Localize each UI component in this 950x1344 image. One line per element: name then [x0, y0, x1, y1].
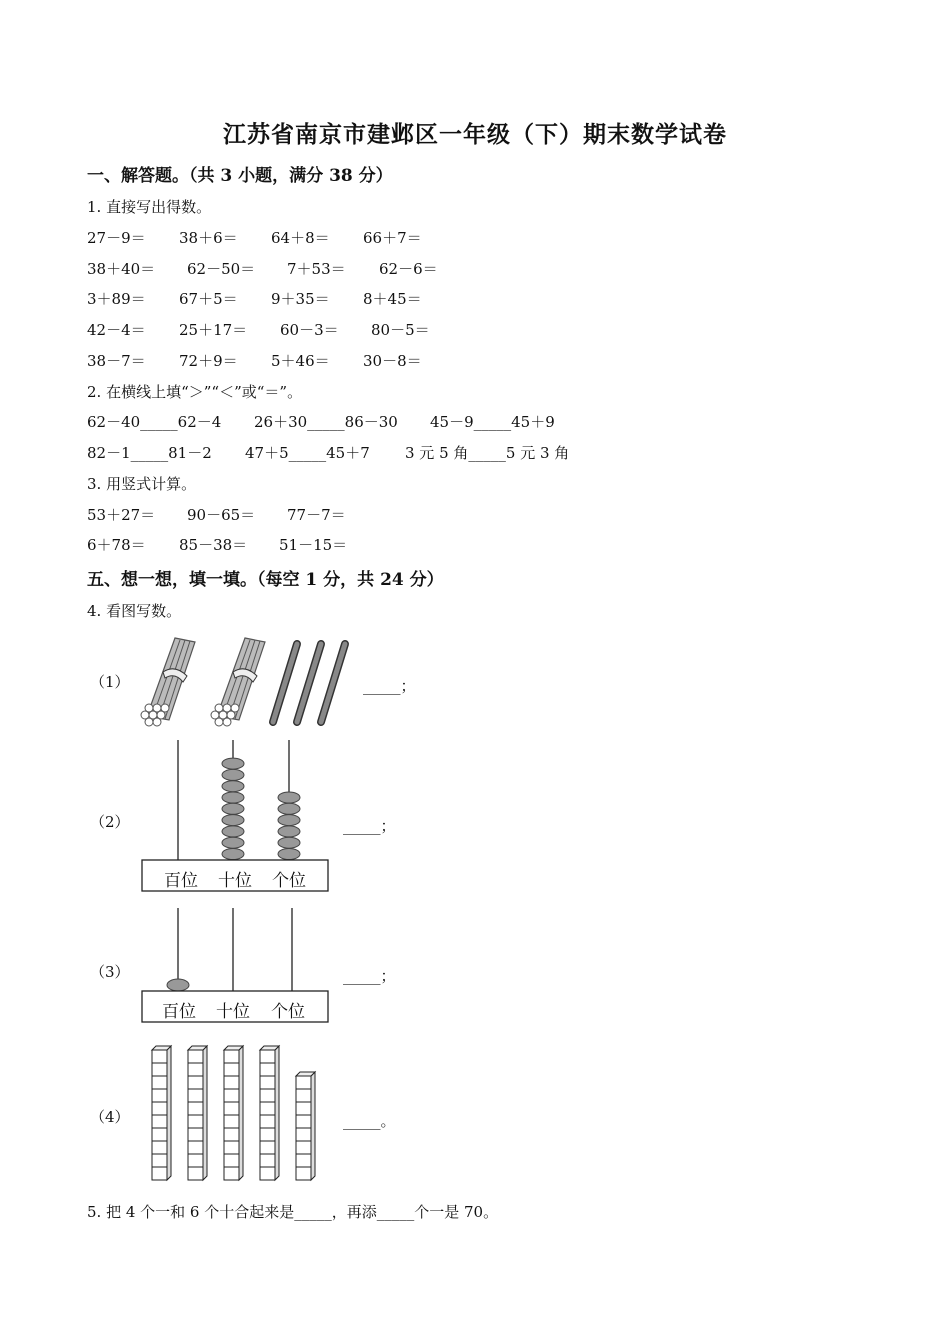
- unit-cube: [296, 1115, 311, 1128]
- tens-bead: [222, 826, 244, 837]
- arithmetic-item: 30－8＝: [363, 352, 422, 370]
- arithmetic-item: 80－5＝: [371, 321, 430, 339]
- vertical-calc-item: 77－7＝: [287, 506, 346, 524]
- unit-cube: [296, 1089, 311, 1102]
- arithmetic-item: 8＋45＝: [363, 290, 422, 308]
- tens-bead: [222, 849, 244, 860]
- cube-column-top: [188, 1046, 207, 1050]
- comparison-item: 3 元 5 角_____5 元 3 角: [405, 444, 570, 462]
- arithmetic-item: 62－6＝: [379, 260, 438, 278]
- arithmetic-item: 64＋8＝: [271, 229, 330, 247]
- arithmetic-item: 38＋40＝: [87, 260, 156, 278]
- stick-bundle-icon: [141, 638, 195, 726]
- ones-bead: [278, 815, 300, 826]
- unit-cube: [260, 1141, 275, 1154]
- unit-cube: [260, 1154, 275, 1167]
- unit-cube: [296, 1141, 311, 1154]
- unit-cube: [188, 1167, 203, 1180]
- tens-beads: [222, 758, 244, 859]
- tens-bead: [222, 769, 244, 780]
- comparison-item: 62－40_____62－4: [87, 413, 222, 431]
- arithmetic-item: 9＋35＝: [271, 290, 330, 308]
- ones-bead: [278, 826, 300, 837]
- unit-cube: [296, 1102, 311, 1115]
- unit-cube: [188, 1154, 203, 1167]
- arithmetic-item: 60－3＝: [280, 321, 339, 339]
- tens-place-label: 十位: [218, 871, 252, 891]
- unit-cube: [152, 1167, 167, 1180]
- arithmetic-item: 27－9＝: [87, 229, 146, 247]
- tens-bead: [222, 792, 244, 803]
- question-2-row: [87, 442, 887, 462]
- unit-cube: [152, 1102, 167, 1115]
- arithmetic-item: 42－4＝: [87, 321, 146, 339]
- unit-cube: [260, 1167, 275, 1180]
- unit-cube: [224, 1128, 239, 1141]
- hundreds-bead: [167, 979, 189, 991]
- unit-cube: [188, 1050, 203, 1063]
- arithmetic-item: 66＋7＝: [363, 229, 422, 247]
- answer-blank-4[interactable]: _____。: [343, 1112, 396, 1130]
- unit-cube: [224, 1063, 239, 1076]
- tens-bead: [222, 781, 244, 792]
- cube-column: [152, 1046, 171, 1180]
- question-1-row: [87, 350, 887, 370]
- unit-cube: [152, 1128, 167, 1141]
- ones-place-label: 个位: [272, 871, 306, 891]
- vertical-calc-item: 90－65＝: [187, 506, 256, 524]
- item-3-label: （3）: [90, 963, 130, 981]
- arithmetic-item: 25＋17＝: [179, 321, 248, 339]
- tens-bead: [222, 837, 244, 848]
- unit-cube: [224, 1115, 239, 1128]
- comparison-item: 82－1_____81－2: [87, 444, 212, 462]
- unit-cube: [152, 1050, 167, 1063]
- tens-bead: [222, 815, 244, 826]
- single-stick-icon: [273, 644, 297, 722]
- unit-cube: [296, 1167, 311, 1180]
- arithmetic-item: 5＋46＝: [271, 352, 330, 370]
- hundreds-place-label: 百位: [162, 1002, 196, 1022]
- arithmetic-item: 7＋53＝: [287, 260, 346, 278]
- question-2-stem: 2. 在横线上填“＞”“＜”或“＝”。: [87, 383, 303, 401]
- comparison-item: 47＋5_____45＋7: [245, 444, 370, 462]
- cube-column: [224, 1046, 243, 1180]
- unit-cube: [260, 1089, 275, 1102]
- vertical-calc-item: 6＋78＝: [87, 536, 146, 554]
- section-heading-5: 五、想一想，填一填。（每空 1 分，共 24 分）: [87, 570, 444, 590]
- unit-cube: [260, 1076, 275, 1089]
- tens-bead: [222, 803, 244, 814]
- unit-cube: [224, 1076, 239, 1089]
- hundreds-place-label: 百位: [164, 871, 198, 891]
- answer-blank-2[interactable]: _____；: [343, 817, 396, 835]
- single-stick-icon: [321, 644, 345, 722]
- question-3-stem: 3. 用竖式计算。: [87, 475, 197, 493]
- item-4-label: （4）: [90, 1108, 130, 1126]
- cube-column-top: [224, 1046, 243, 1050]
- cube-column-side: [275, 1046, 279, 1180]
- cube-column: [188, 1046, 207, 1180]
- unit-cube: [152, 1076, 167, 1089]
- cube-column-side: [203, 1046, 207, 1180]
- section-heading-1: 一、解答题。（共 3 小题，满分 38 分）: [87, 166, 393, 186]
- page-title: 江苏省南京市建邺区一年级（下）期末数学试卷: [223, 121, 727, 148]
- cube-column-side: [311, 1072, 315, 1180]
- unit-cube: [260, 1050, 275, 1063]
- answer-blank-1[interactable]: _____；: [363, 677, 416, 695]
- unit-cube: [224, 1102, 239, 1115]
- unit-cube: [188, 1076, 203, 1089]
- unit-cube: [188, 1063, 203, 1076]
- vertical-calc-item: 85－38＝: [179, 536, 248, 554]
- vertical-calc-item: 53＋27＝: [87, 506, 156, 524]
- unit-cube: [260, 1115, 275, 1128]
- unit-cube: [188, 1089, 203, 1102]
- question-1-row: [87, 288, 887, 308]
- unit-cube: [296, 1154, 311, 1167]
- tens-bead: [222, 758, 244, 769]
- ones-place-label: 个位: [271, 1002, 305, 1022]
- cube-column-top: [260, 1046, 279, 1050]
- arithmetic-item: 67＋5＝: [179, 290, 238, 308]
- arithmetic-item: 62－50＝: [187, 260, 256, 278]
- ones-bead: [278, 803, 300, 814]
- answer-blank-3[interactable]: _____；: [343, 967, 396, 985]
- unit-cube: [188, 1115, 203, 1128]
- cube-column: [296, 1072, 315, 1180]
- cube-column-top: [152, 1046, 171, 1050]
- question-1-stem: 1. 直接写出得数。: [87, 198, 212, 216]
- question-1-row: [87, 258, 887, 278]
- arithmetic-item: 3＋89＝: [87, 290, 146, 308]
- unit-cube: [152, 1089, 167, 1102]
- tens-place-label: 十位: [216, 1002, 250, 1022]
- unit-cube: [260, 1128, 275, 1141]
- unit-cube: [224, 1167, 239, 1180]
- comparison-item: 45－9_____45＋9: [430, 413, 555, 431]
- unit-cube: [188, 1128, 203, 1141]
- cube-column-side: [167, 1046, 171, 1180]
- question-1-row: [87, 319, 887, 339]
- unit-cube: [260, 1063, 275, 1076]
- unit-cube: [224, 1050, 239, 1063]
- stick-bundle-icon: [211, 638, 265, 726]
- stick-bundles-figure: [135, 628, 365, 728]
- vertical-calc-item: 51－15＝: [279, 536, 348, 554]
- comparison-item: 26＋30_____86－30: [254, 413, 398, 431]
- ones-bead: [278, 849, 300, 860]
- question-4-stem: 4. 看图写数。: [87, 602, 182, 620]
- unit-cube: [224, 1141, 239, 1154]
- question-3-row: [87, 504, 887, 524]
- unit-cube: [152, 1141, 167, 1154]
- arithmetic-item: 38－7＝: [87, 352, 146, 370]
- cube-column: [260, 1046, 279, 1180]
- item-2-label: （2）: [90, 813, 130, 831]
- unit-cube: [296, 1076, 311, 1089]
- question-2-row: [87, 411, 887, 431]
- unit-cube: [224, 1154, 239, 1167]
- ones-bead: [278, 837, 300, 848]
- ones-beads: [278, 792, 300, 860]
- unit-cube: [152, 1115, 167, 1128]
- unit-cube: [188, 1102, 203, 1115]
- unit-cube: [260, 1102, 275, 1115]
- cube-column-side: [239, 1046, 243, 1180]
- question-3-row: [87, 534, 887, 554]
- item-1-label: （1）: [90, 673, 130, 691]
- question-1-row: [87, 227, 887, 247]
- unit-cube: [188, 1141, 203, 1154]
- unit-cube: [152, 1154, 167, 1167]
- cube-column-top: [296, 1072, 315, 1076]
- unit-cube: [296, 1128, 311, 1141]
- arithmetic-item: 72＋9＝: [179, 352, 238, 370]
- unit-cube: [224, 1089, 239, 1102]
- cube-columns-figure: [148, 1046, 328, 1186]
- question-5-text: 5. 把 4 个一和 6 个十合起来是_____，再添_____个一是 70。: [87, 1203, 499, 1221]
- single-stick-icon: [297, 644, 321, 722]
- arithmetic-item: 38＋6＝: [179, 229, 238, 247]
- ones-bead: [278, 792, 300, 803]
- unit-cube: [152, 1063, 167, 1076]
